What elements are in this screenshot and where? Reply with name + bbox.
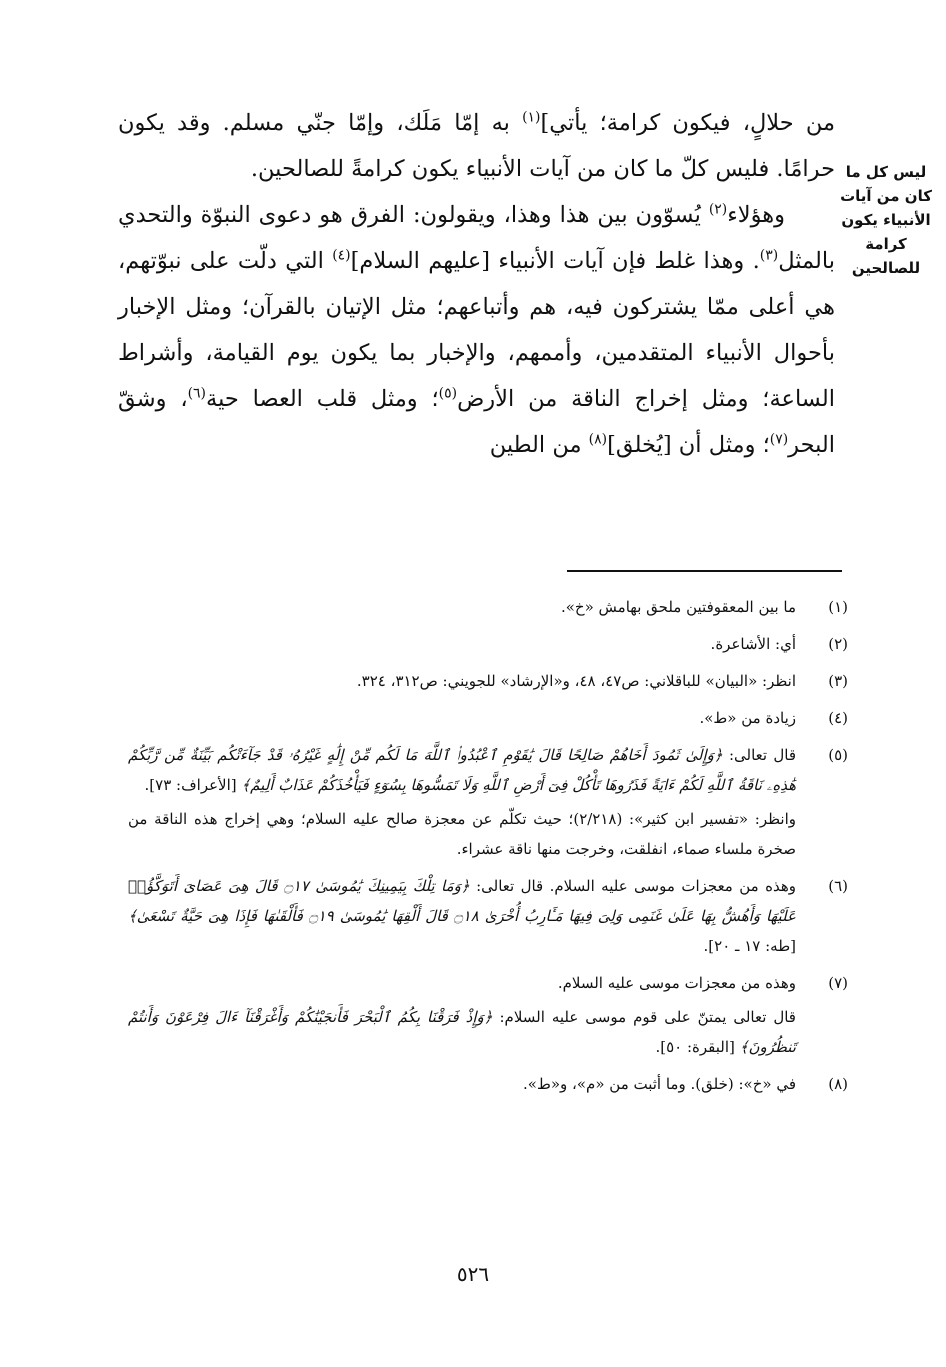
footnote-text-run: قال تعالى يمتنّ على قوم موسى عليه السلام: (492, 1008, 796, 1026)
text-run: وهؤلاء (727, 202, 785, 228)
paragraph-2 (118, 192, 835, 468)
footnote-6 (128, 871, 848, 961)
paragraph-1 (118, 100, 835, 192)
footnote-separator (567, 570, 842, 572)
footnote-8 (128, 1069, 848, 1099)
footnote-subparagraph: وانظر: «تفسير ابن كثير»: (٢/٢١٨)؛ حيث تكلّم عن معجزة صالح عليه السلام؛ وهي إخراج هذه الناقة من صخرة ملساء صماء، انفلقت، وخرجت منها ناقة عشراء. (128, 810, 797, 858)
text-run: التي دلّت على نبوّتهم، هي أعلى ممّا يشتركون فيه، هم وأتباعهم؛ مثل الإتيان بالقرآن؛ ومثل الإخبار بأحوال الأنبياء المتقدمين، وأممهم، والإخبار بما يكون يوم القيامة، وأشراط الساعة؛ ومثل إخراج الناقة من الأرض (118, 248, 835, 412)
footnote-text-run: [البقرة: ٥٠]. (655, 1038, 740, 1056)
quran-verse: ﴿وَإِلَىٰ ثَمُودَ أَخَاهُمْ صَالِحًا قَالَ يَٰقَوْمِ ٱعْبُدُوا۟ ٱللَّهَ مَا لَكُم مِّنْ إِلَٰهٍ غَيْرُهُۥ قَدْ جَآءَتْكُم بَيِّنَةٌ مِّن رَّبِّكُمْ هَٰذِهِۦ نَاقَةُ ٱللَّهِ لَكُمْ ءَايَةً فَذَرُوهَا تَأْكُلْ فِىٓ أَرْضِ ٱللَّهِ وَلَا تَمَسُّوهَا بِسُوٓءٍ فَيَأْخُذَكُمْ عَذَابٌ أَلِيمٌ﴾ (128, 746, 796, 794)
footnote-number: (٨) (828, 1075, 848, 1093)
quran-verse: ﴿وَمَا تِلْكَ بِيَمِينِكَ يَٰمُوسَىٰ ۝١٧ قَالَ هِىَ عَصَاىَ أَتَوَكَّؤُا۟ عَلَيْهَا وَأَهُشُّ بِهَا عَلَىٰ غَنَمِى وَلِىَ فِيهَا مَـَٔارِبُ أُخْرَىٰ ۝١٨ قَالَ أَلْقِهَا يَٰمُوسَىٰ ۝١٩ فَأَلْقَىٰهَا فَإِذَا هِىَ حَيَّةٌ تَسْعَىٰ﴾ (128, 877, 796, 925)
text-run: . وهذا غلط فإن آيات الأنبياء [عليهم السلام] (350, 248, 760, 274)
footnote-number: (٧) (828, 974, 848, 992)
text-run: من الطين (489, 432, 589, 458)
footnote-text-run: قال تعالى: (722, 746, 796, 764)
footnote-ref-5[interactable]: (٥) (438, 385, 458, 402)
text-run: به إمّا مَلَك، وإمّا جنّي مسلم. وقد يكون حرامًا. فليس كلّ ما كان من آيات الأنبياء يكون كرامةً للصالحين. (118, 110, 835, 182)
footnote-text-run: وهذه من معجزات موسى عليه السلام. (557, 974, 796, 992)
footnote-5 (128, 740, 848, 864)
footnote-number: (٦) (828, 877, 848, 895)
footnote-ref-3[interactable]: (٣) (759, 247, 779, 264)
text-run: ؛ ومثل قلب العصا حية (206, 386, 439, 412)
footnote-text: أي: الأشاعرة. (710, 635, 796, 653)
footnote-number: (٥) (828, 746, 848, 764)
quran-verse: ﴿وَإِذْ فَرَقْنَا بِكُمُ ٱلْبَحْرَ فَأَنجَيْنَٰكُمْ وَأَغْرَقْنَآ ءَالَ فِرْعَوْنَ وَأَنتُمْ تَنظُرُونَ﴾ (128, 1008, 796, 1056)
footnote-subparagraph (128, 1002, 796, 1062)
footnote-text-run: [الأعراف: ٧٣]. (144, 776, 242, 794)
footnote-text: في «خ»: (خلق). وما أثبت من «م»، و«ط». (523, 1075, 796, 1093)
footnote-1 (128, 592, 848, 622)
footnote-number: (٤) (828, 709, 848, 727)
page-number: ٥٢٦ (456, 1262, 490, 1286)
main-body-text (118, 100, 835, 468)
footnote-3 (128, 666, 848, 696)
text-run: من حلالٍ، فيكون كرامة؛ يأتي] (540, 110, 835, 136)
footnote-2 (128, 629, 848, 659)
footnote-ref-4[interactable]: (٤) (332, 247, 351, 264)
footnote-number: (٣) (828, 672, 848, 690)
footnote-ref-7[interactable]: (٧) (769, 431, 789, 448)
footnote-text: زيادة من «ط». (699, 709, 796, 727)
text-run: ، وشقّ البحر (118, 386, 835, 458)
footnotes-list (128, 592, 848, 1106)
footnote-ref-1[interactable]: (١) (522, 109, 541, 126)
footnote-text (128, 871, 796, 961)
margin-heading: ليس كل ما كان من آيات الأنبياء يكون كرامة للصالحين (840, 163, 932, 277)
footnote-4 (128, 703, 848, 733)
footnote-text: ما بين المعقوفتين ملحق بهامش «خ». (560, 598, 796, 616)
footnote-text-run: [طه: ١٧ ـ ٢٠]. (703, 937, 796, 955)
footnote-7 (128, 968, 848, 1062)
footnote-number: (١) (828, 598, 848, 616)
footnote-text-run: وهذه من معجزات موسى عليه السلام. قال تعالى: (469, 877, 796, 895)
footnote-ref-8[interactable]: (٨) (588, 431, 608, 448)
footnote-number: (٢) (828, 635, 848, 653)
footnote-ref-2[interactable]: (٢) (708, 201, 728, 218)
text-run: ؛ ومثل أن [يُخلق] (607, 432, 770, 458)
text-run: يُسوّون بين هذا وهذا، ويقولون: الفرق هو دعوى النبوّة والتحدي بالمثل (118, 202, 835, 274)
footnote-ref-6[interactable]: (٦) (187, 385, 206, 402)
footnote-text: انظر: «البيان» للباقلاني: ص٤٧، ٤٨، و«الإرشاد» للجويني: ص٣١٢، ٣٢٤. (356, 672, 796, 690)
footnote-text (128, 740, 796, 864)
footnote-text (128, 968, 796, 1062)
